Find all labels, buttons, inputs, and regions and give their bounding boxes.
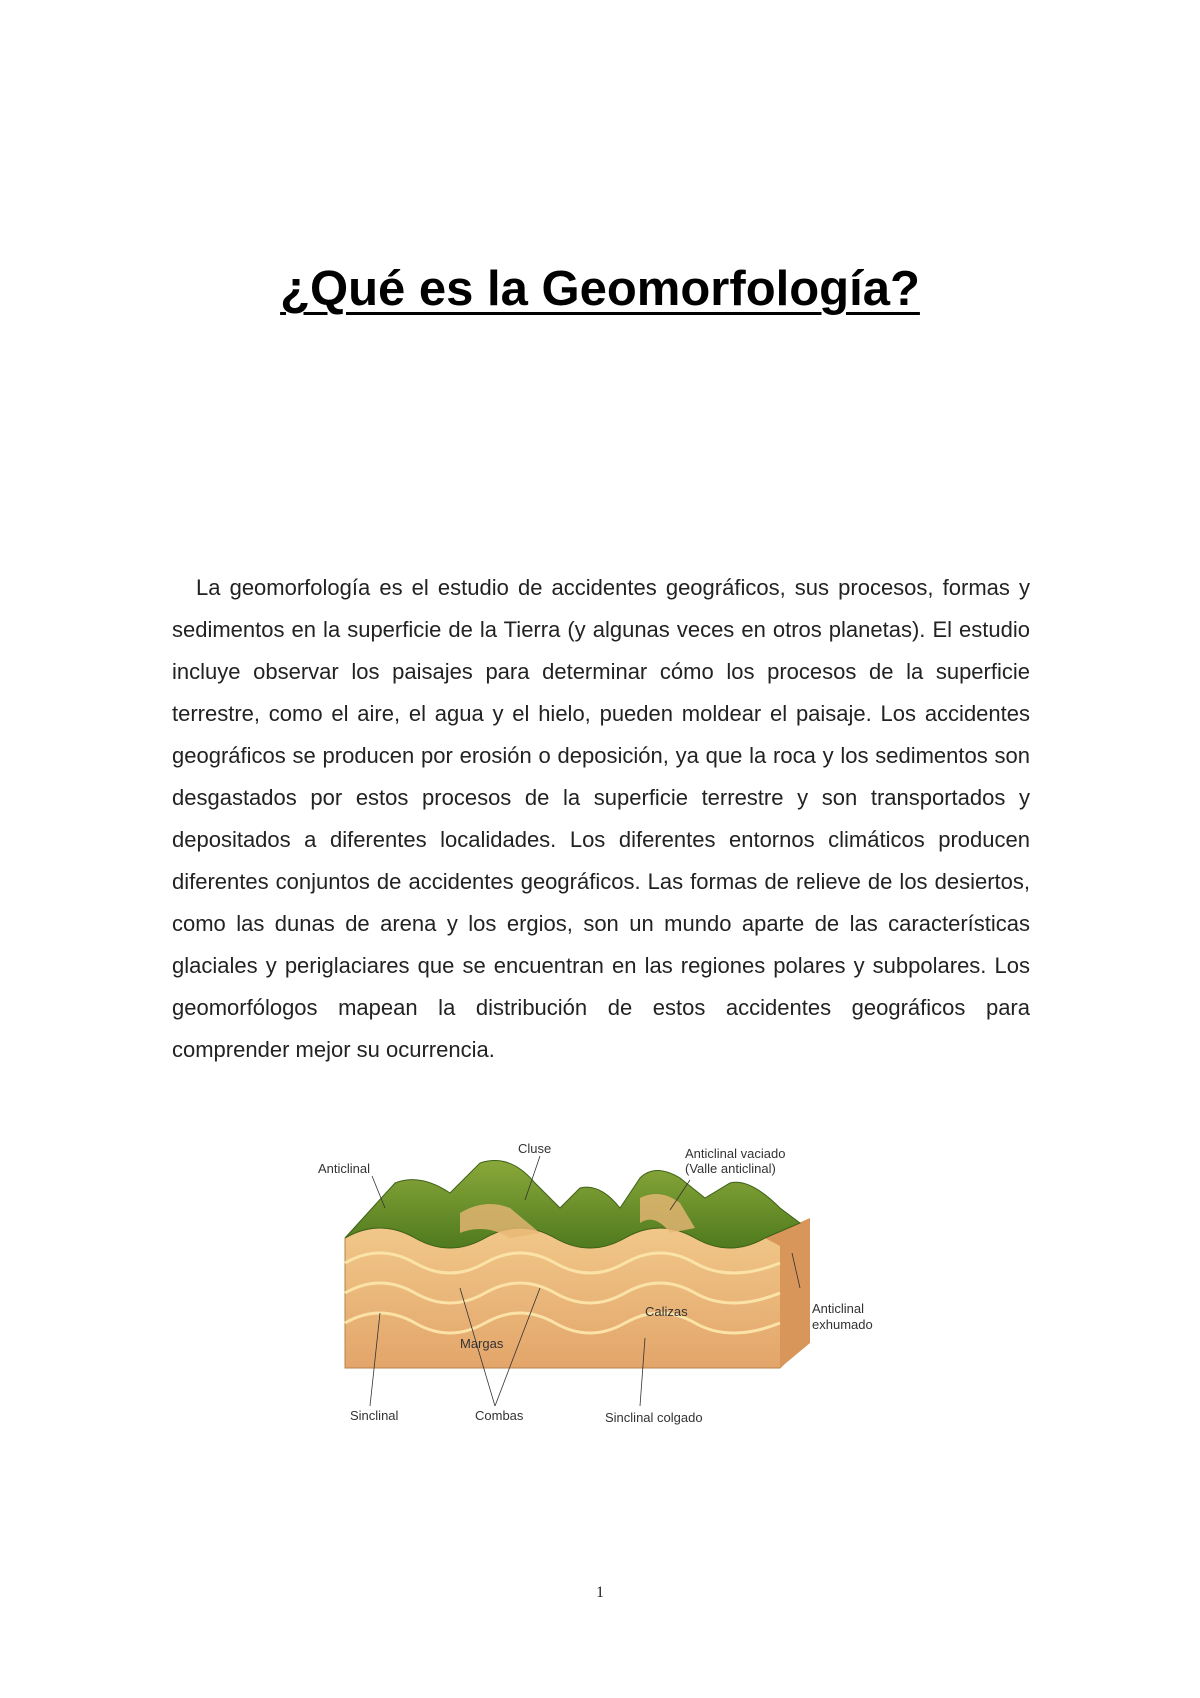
label-valle-anticlinal: (Valle anticlinal) (685, 1161, 776, 1176)
label-anticlinal-exhumado: Anticlinal (812, 1301, 865, 1316)
page-number: 1 (596, 1584, 604, 1601)
label-cluse: Cluse (518, 1141, 552, 1156)
label-sinclinal-colgado: Sinclinal colgado (605, 1410, 703, 1425)
geomorphology-diagram (310, 1138, 910, 1438)
page-title: ¿Qué es la Geomorfología? (280, 261, 920, 316)
label-sinclinal: Sinclinal (350, 1408, 399, 1423)
label-combas: Combas (475, 1408, 524, 1423)
label-exhumado: exhumado (812, 1317, 873, 1332)
label-anticlinal: Anticlinal (318, 1161, 371, 1176)
label-anticlinal-vaciado: Anticlinal vaciado (685, 1146, 786, 1161)
body-paragraph: La geomorfología es el estudio de accidentes geográficos, sus procesos, formas y sedimentos en la superficie de la Tierra (y algunas veces en otros planetas). El estudio incluye observar los paisajes para determinar cómo los procesos de la superficie terrestre, como el aire, el agua y el hielo, pueden moldear el paisaje. Los accidentes geográficos se producen por erosión o deposición, ya que la roca y los sedimentos son desgastados por estos procesos de la superficie terrestre y son transportados y depositados a diferentes localidades. Los diferentes entornos climáticos producen diferentes conjuntos de accidentes geográficos. Las formas de relieve de los desiertos, como las dunas de arena y los ergios, son un mundo aparte de las características glaciales y periglaciares que se encuentran en las regiones polares y subpolares. Los geomorfólogos mapean la distribución de estos accidentes geográficos para comprender mejor su ocurrencia. (172, 575, 1030, 1062)
label-calizas: Calizas (645, 1304, 688, 1319)
label-margas: Margas (460, 1336, 504, 1351)
